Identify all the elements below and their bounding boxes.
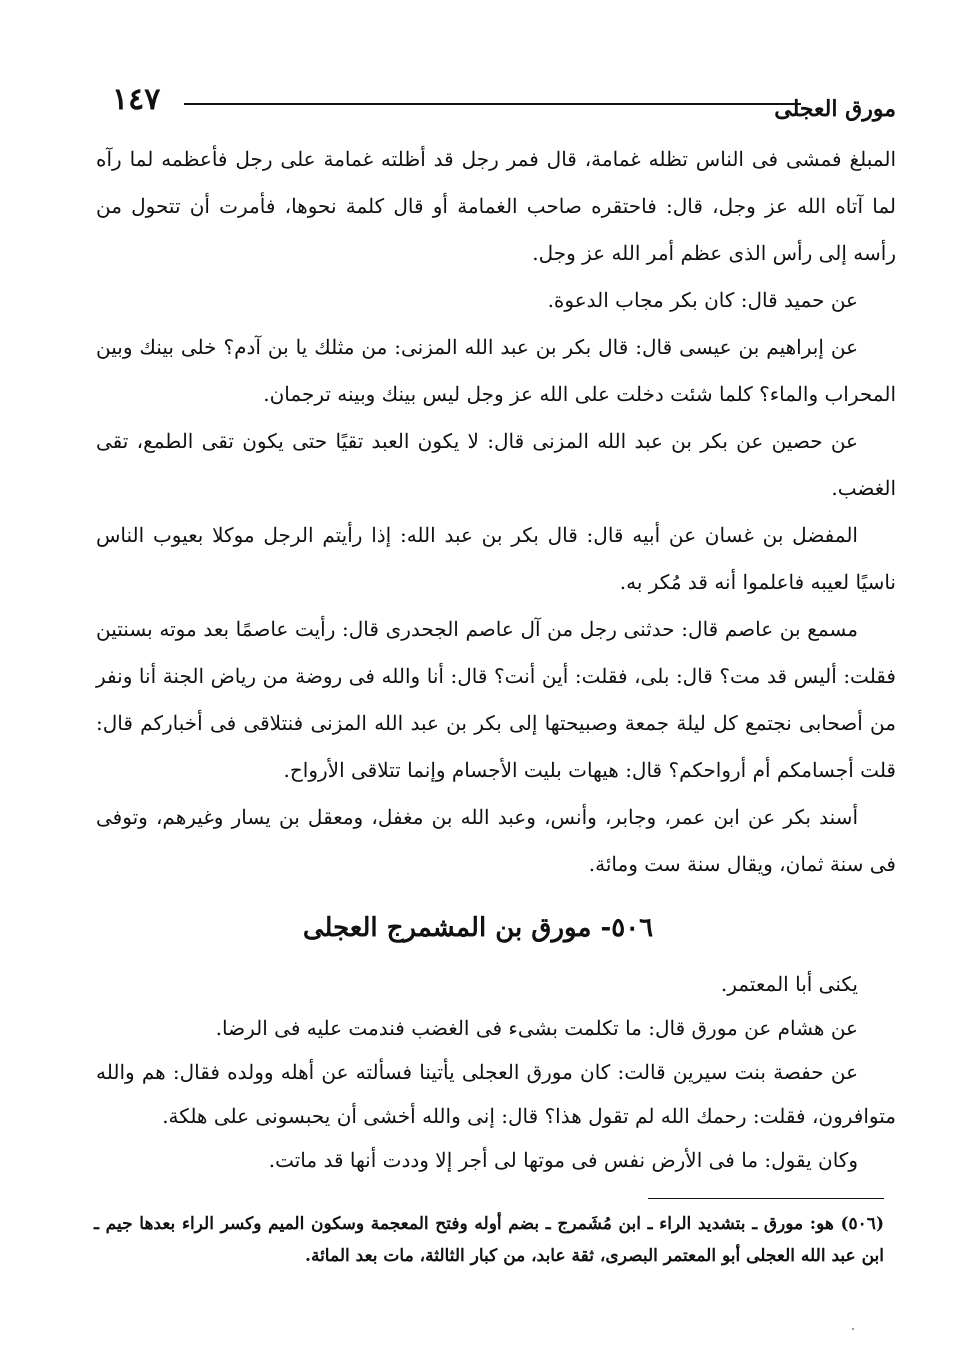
main-text (96, 136, 896, 888)
paragraph: عن حفصة بنت سيرين قالت: كان مورق العجلى يأتينا فسألته عن أهله وولده فقال: هم والله متوافرون، فقلت: رحمك الله لم تقول هذا؟ قال: إنى والله أخشى أن يحبسونى على هلكة. (96, 1060, 896, 1128)
section-text (96, 962, 896, 1182)
footnote-text: (٥٠٦) هو: مورق ـ بتشديد الراء ـ ابن مُشَمرج ـ بضم أوله وفتح المعجمة وسكون الميم وكسر الراء بعدها جيم ـ ابن عبد الله العجلى أبو المعتمر البصرى، ثقة عابد، من كبار الثالثة، مات بعد المائة. (94, 1214, 884, 1266)
section-heading: ٥٠٦- مورق بن المشمرج العجلى (302, 913, 654, 943)
paragraph: عن حصين عن بكر بن عبد الله المزنى قال: لا يكون العبد تقيًا حتى يكون تقى الطمع، تقى الغضب. (96, 429, 896, 500)
paragraph: عن حميد قال: كان بكر مجاب الدعوة. (547, 288, 858, 312)
footnote (94, 1208, 884, 1272)
paragraph: أسند بكر عن ابن عمر، وجابر، وأنس، وعبد الله بن مغفل، ومعقل بن يسار وغيرهم، وتوفى فى سنة ثمان، ويقال سنة ست ومائة. (96, 805, 896, 876)
running-head: مورق العجلى (774, 96, 896, 122)
paragraph: يكنى أبا المعتمر. (720, 972, 858, 996)
paragraph: وكان يقول: ما فى الأرض نفس فى موتها لى أجر إلا وددت أنها قد ماتت. (268, 1148, 858, 1172)
scan-speck (852, 1328, 854, 1330)
paragraph: عن هشام عن مورق قال: ما تكلمت بشىء فى الغضب فندمت عليه فى الرضا. (215, 1016, 858, 1040)
paragraph: مسمع بن عاصم قال: حدثنى رجل من آل عاصم الجحدرى قال: رأيت عاصمًا بعد موته بسنتين فقلت: أليس قد مت؟ قال: بلى، فقلت: أين أنت؟ قال: أنا والله فى روضة من رياض الجنة أنا ونفر من أصحابى نجتمع كل ليلة جمعة وصبيحتها إلى بكر بن عبد الله المزنى فنتلاقى فى أخباركم قال: قلت أجسامكم أم أرواحكم؟ قال: هيهات بليت الأجسام وإنما تتلاقى الأرواح. (96, 617, 896, 782)
paragraph-continued: المبلغ فمشى فى الناس تظله غمامة، قال فمر رجل قد أظلته غمامة على رجل فأعظمه لما رآه لما آتاه الله عز وجل، قال: فاحتقره صاحب الغمامة أو قال كلمة نحوها، فأمرت أن تتحول من رأسه إلى رأس الذى عظم أمر الله عز وجل. (96, 147, 896, 265)
paragraph: عن إبراهيم بن عيسى قال: قال بكر بن عبد الله المزنى: من مثلك يا بن آدم؟ خلى بينك وبين المحراب والماء؟ كلما شئت دخلت على الله عز وجل ليس بينك وبينه ترجمان. (96, 335, 896, 406)
header-rule (184, 103, 801, 105)
footnote-rule (648, 1198, 884, 1199)
paragraph: المفضل بن غسان عن أبيه قال: قال بكر بن عبد الله: إذا رأيتم الرجل موكلا بعيوب الناس ناسيًا لعيبه فاعلموا أنه قد مُكر به. (96, 523, 896, 594)
page-number: ١٤٧ (112, 82, 161, 117)
